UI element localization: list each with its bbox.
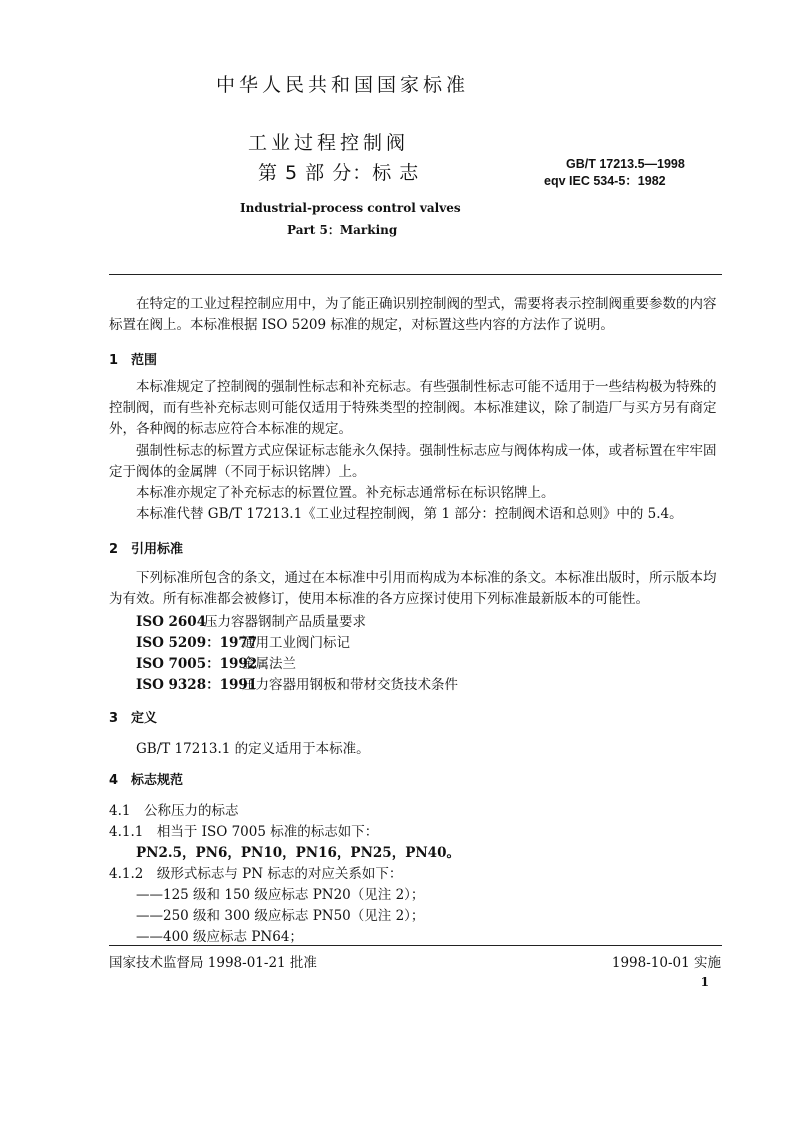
standard-equivalence: eqv IEC 534-5：1982 (544, 174, 666, 188)
section-2-paragraph: 下列标准所包含的条文，通过在本标准中引用而构成为本标准的条文。本标准出版时，所示版本均为有效。所有标准都会被修订，使用本标准的各方应探讨使用下列标准最新版本的可能性。 (109, 570, 717, 607)
section-4-heading: 4 标志规范 (109, 773, 184, 788)
english-title-line2: Part 5：Marking (287, 223, 398, 237)
reference-title: 通用工业阀门标记 (242, 635, 350, 651)
section-1-paragraph-1: 本标准规定了控制阀的强制性标志和补充标志。有些强制性标志可能不适用于一些结构极为特殊的控制阀，而有些补充标志则可能仅适用于特殊类型的控制阀。本标准建议，除了制造厂与买方另有商定外，各种阀的标志应符合本标准的规定。 (109, 379, 717, 437)
class-mapping-item: ——400 级应标志 PN64； (136, 929, 303, 945)
reference-code: ISO 7005：1992 (136, 656, 258, 672)
document-title-line2: 第 5 部 分：标 志 (258, 162, 420, 184)
intro-paragraph: 在特定的工业过程控制应用中，为了能正确识别控制阀的型式，需要将表示控制阀重要参数的内容标置在阀上。本标准根据 ISO 5209 标准的规定，对标置这些内容的方法作了说明。 (109, 296, 717, 333)
english-title-line1: Industrial-process control valves (240, 201, 461, 215)
pn-values: PN2.5，PN6，PN10，PN16，PN25，PN40。 (136, 845, 460, 861)
section-3-paragraph: GB/T 17213.1 的定义适用于本标准。 (136, 741, 370, 757)
implementation-date: 1998-10-01 实施 (611, 955, 721, 971)
reference-title: 金属法兰 (242, 656, 296, 672)
approval-line: 国家技术监督局 1998-01-21 批准 (109, 955, 317, 971)
reference-item (136, 631, 350, 651)
national-standard-title: 中华人民共和国国家标准 (216, 74, 470, 96)
page-number: 1 (700, 975, 709, 989)
section-1-paragraph-3: 本标准亦规定了补充标志的标置位置。补充标志通常标在标识铭牌上。 (136, 485, 555, 501)
section-2-heading: 2 引用标准 (109, 542, 184, 557)
reference-item (136, 610, 366, 630)
class-mapping-item: ——125 级和 150 级应标志 PN20（见注 2）； (136, 887, 425, 903)
section-3-heading: 3 定义 (109, 711, 158, 726)
section-1-paragraph-4: 本标准代替 GB/T 17213.1《工业过程控制阀，第 1 部分：控制阀术语和总则》中的 5.4。 (136, 506, 683, 522)
reference-title: 压力容器钢制产品质量要求 (204, 614, 366, 630)
header-divider (109, 274, 722, 275)
document-title-line1: 工业过程控制阀 (248, 132, 410, 154)
subsection-4-1-2: 4.1.2 级形式标志与 PN 标志的对应关系如下： (109, 866, 403, 882)
subsection-4-1: 4.1 公称压力的标志 (109, 803, 239, 819)
footer-divider (109, 945, 722, 946)
reference-code: ISO 2604 (136, 614, 207, 630)
reference-title: 压力容器用钢板和带材交货技术条件 (242, 677, 458, 693)
section-1-heading: 1 范围 (109, 353, 158, 368)
subsection-4-1-1: 4.1.1 相当于 ISO 7005 标准的标志如下： (109, 824, 379, 840)
reference-code: ISO 9328：1991 (136, 677, 258, 693)
reference-item (136, 652, 296, 672)
reference-code: ISO 5209：1977 (136, 635, 258, 651)
class-mapping-item: ——250 级和 300 级应标志 PN50（见注 2）； (136, 908, 425, 924)
standard-number: GB/T 17213.5—1998 (566, 157, 685, 171)
reference-item (136, 673, 458, 693)
section-1-paragraph-2: 强制性标志的标置方式应保证标志能永久保持。强制性标志应与阀体构成一体，或者标置在牢牢固定于阀体的金属牌（不同于标识铭牌）上。 (109, 443, 717, 480)
